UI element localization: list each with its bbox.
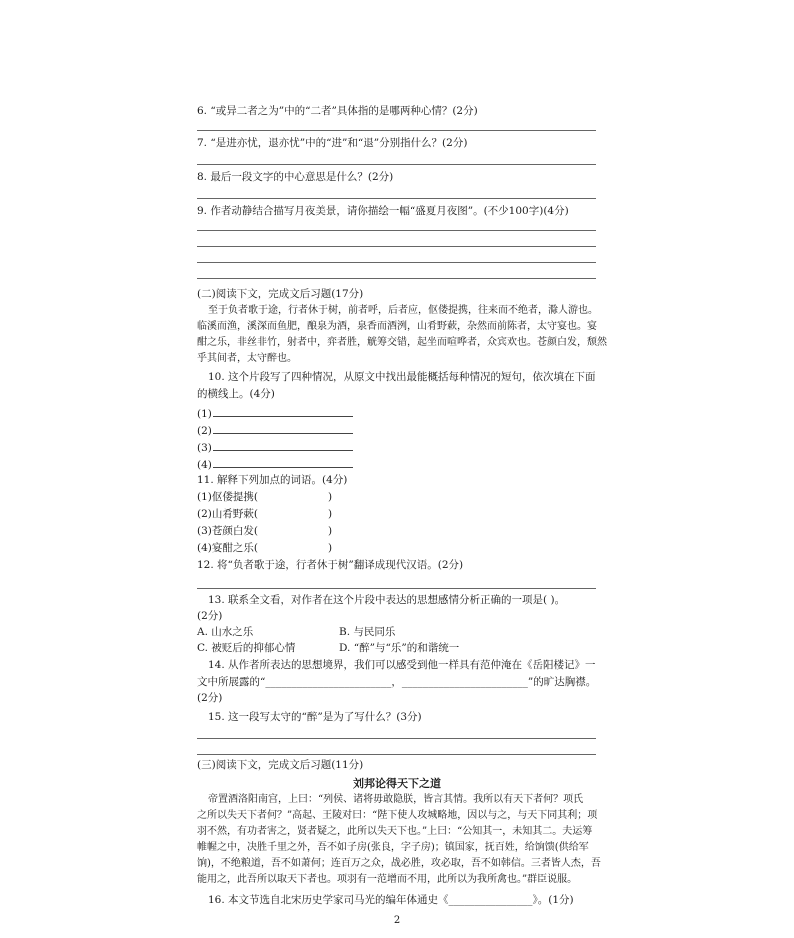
answer-line — [197, 230, 596, 231]
term-item-4: (4)宴酣之乐( ) — [197, 542, 333, 554]
question-16: 16. 本文节选自北宋历史学家司马光的编年体通史《________________》。(1分) — [208, 894, 574, 906]
option-c[interactable]: C. 被贬后的抑郁心情 — [197, 642, 296, 654]
term-item-1: (1)伛偻提携( ) — [197, 491, 333, 503]
option-d[interactable]: D. “醉”与“乐”的和谐统一 — [339, 642, 460, 654]
fill-blank-1[interactable]: (1) — [197, 405, 353, 422]
passage-line: 乎其间者，太守醉也。 — [197, 353, 297, 364]
term-item-3: (3)苍颜白发( ) — [197, 525, 333, 537]
passage-line: 帝置酒洛阳南宫，上曰：“列侯、诸将毋敢隐朕，皆言其情。我所以有天下者何？项氏 — [208, 794, 584, 805]
answer-line — [197, 130, 596, 131]
question-12: 12. 将“负者歌于途，行者休于树”翻译成现代汉语。(2分) — [197, 559, 464, 571]
option-a[interactable]: A. 山水之乐 — [197, 626, 254, 638]
passage-line: 之所以失天下者何？”高起、王陵对曰：“陛下使人攻城略地，因以与之，与天下同其利；项 — [197, 810, 598, 821]
fill-blank-4[interactable]: (4) — [197, 456, 353, 473]
fill-blank-2[interactable]: (2) — [197, 422, 353, 439]
question-10-cont: 的横线上。(4分) — [197, 388, 275, 400]
question-11: 11. 解释下列加点的词语。(4分) — [197, 474, 348, 486]
answer-line — [197, 738, 596, 739]
option-b[interactable]: B. 与民同乐 — [339, 626, 396, 638]
answer-line — [197, 754, 596, 755]
passage-line: 帷幄之中，决胜千里之外，吾不如子房(张良，字子房)；镇国家，抚百姓，给饷馈(供给军 — [197, 842, 589, 853]
page-number: 2 — [393, 915, 401, 926]
answer-line — [197, 588, 596, 589]
question-15: 15. 这一段写太守的“醉”是为了写什么？(3分) — [208, 711, 422, 723]
question-10: 10. 这个片段写了四种情况，从原文中找出最能概括每种情况的短句，依次填在下面 — [208, 371, 596, 383]
question-13: 13. 联系全文看，对作者在这个片段中表达的思想感情分析正确的一项是( )。 — [208, 594, 566, 606]
passage-line: 羽不然，有功者害之，贤者疑之，此所以失天下也。”上曰：“公知其一，未知其二。夫运筹 — [197, 826, 593, 837]
passage-line: 能用之，此吾所以取天下者也。项羽有一范增而不用，此所以为我所禽也。”群臣说服。 — [197, 874, 578, 885]
question-6: 6. “或异二者之为”中的“二者”具体指的是哪两种心情？(2分) — [197, 105, 478, 117]
question-8: 8. 最后一段文字的中心意思是什么？(2分) — [197, 171, 394, 183]
passage-line: 临溪而渔，溪深而鱼肥，酿泉为酒，泉香而酒洌，山肴野蔌，杂然而前陈者，太守宴也。宴 — [197, 321, 597, 332]
passage-line: 酣之乐，非丝非竹，射者中，弈者胜，觥筹交错，起坐而喧哗者，众宾欢也。苍颜白发，颓然 — [197, 337, 607, 348]
passage-title: 刘邦论得天下之道 — [353, 777, 441, 790]
answer-line — [197, 262, 596, 263]
question-13-cont: (2分) — [197, 610, 223, 622]
passage-line: 至于负者歌于途，行者休于树，前者呼，后者应，伛偻提携，往来而不绝者，滁人游也。 — [208, 305, 598, 316]
question-14: 14. 从作者所表达的思想境界，我们可以感受到他一样具有范仲淹在《岳阳楼记》一 — [208, 659, 596, 671]
question-14-score: (2分) — [197, 692, 223, 704]
question-14-cont: 文中所展露的“________________________，________________________”的旷达胸襟。 — [197, 676, 597, 688]
question-9: 9. 作者动静结合描写月夜美景，请你描绘一幅“盛夏月夜图”。(不少100字)(4分) — [197, 205, 569, 217]
answer-line — [197, 278, 596, 279]
question-7: 7. “是进亦忧，退亦忧”中的“进”和“退”分别指什么？(2分) — [197, 137, 468, 149]
answer-line — [197, 246, 596, 247]
term-item-2: (2)山肴野蔌( ) — [197, 508, 333, 520]
answer-line — [197, 198, 596, 199]
passage-line: 饷)，不绝粮道，吾不如萧何；连百万之众，战必胜，攻必取，吾不如韩信。三者皆人杰，吾 — [197, 858, 601, 869]
answer-line — [197, 164, 596, 165]
section-2-heading: (二)阅读下文，完成文后习题(17分) — [197, 288, 364, 300]
section-3-heading: (三)阅读下文，完成文后习题(11分) — [197, 759, 364, 771]
fill-blank-3[interactable]: (3) — [197, 439, 353, 456]
